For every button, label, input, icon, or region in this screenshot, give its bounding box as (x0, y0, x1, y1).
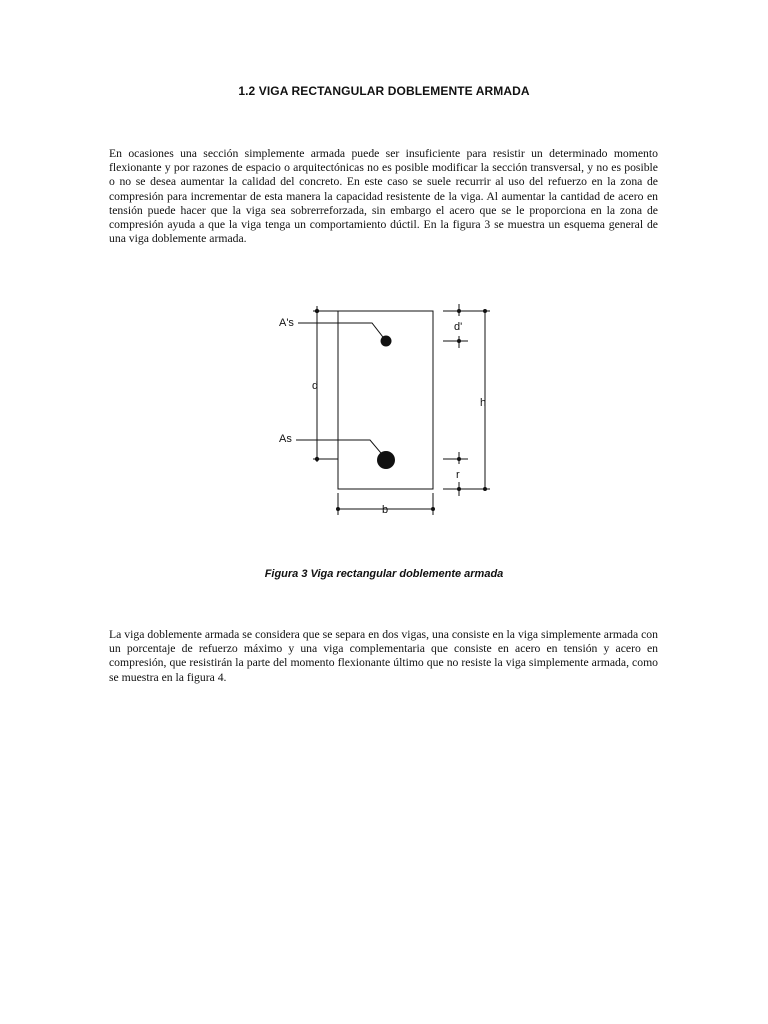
paragraph-intro: En ocasiones una sección simplemente armada puede ser insuficiente para resistir un determinado momento flexionante y por razones de espacio o arquitectónicas no es posible modificar la sección transversal, y no es posible o no se desea aumentar la calidad del concreto. En este caso se suele recurrir al uso del refuerzo en la zona de compresión para incrementar de esta manera la capacidad resistente de la viga. Al aumentar la cantidad de acero en tensión puede hacer que la viga sea sobrerreforzada, sin embargo el acero que se le proporciona en la zona de compresión ayuda a que la viga tenga un comportamiento dúctil. En la figura 3 se muestra un esquema general de una viga doblemente armada. (109, 147, 658, 246)
figure-caption: Figura 3 Viga rectangular doblemente armada (264, 568, 504, 580)
label-compression-steel: A's (279, 317, 294, 329)
compression-rebar (381, 336, 392, 347)
label-tension-steel: As (279, 433, 292, 445)
label-d-prime: d' (454, 321, 463, 333)
leader-tension-steel (296, 440, 386, 459)
beam-outline (338, 311, 433, 489)
label-r: r (456, 469, 460, 481)
tension-rebar (377, 451, 395, 469)
page-title: 1.2 VIGA RECTANGULAR DOBLEMENTE ARMADA (238, 84, 530, 98)
paragraph-explanation: La viga doblemente armada se considera que se separa en dos vigas, una consiste en la viga simplemente armada con un porcentaje de refuerzo máximo y una viga complementaria que consiste en acero en tensión y acero en compresión, que resistirán la parte del momento flexionante último que no resiste la viga simplemente armada, como se muestra en la figura 4. (109, 628, 658, 684)
label-b: b (382, 504, 389, 516)
label-h: h (480, 397, 487, 409)
leader-compression-steel (298, 323, 386, 341)
label-d: d (312, 380, 319, 392)
